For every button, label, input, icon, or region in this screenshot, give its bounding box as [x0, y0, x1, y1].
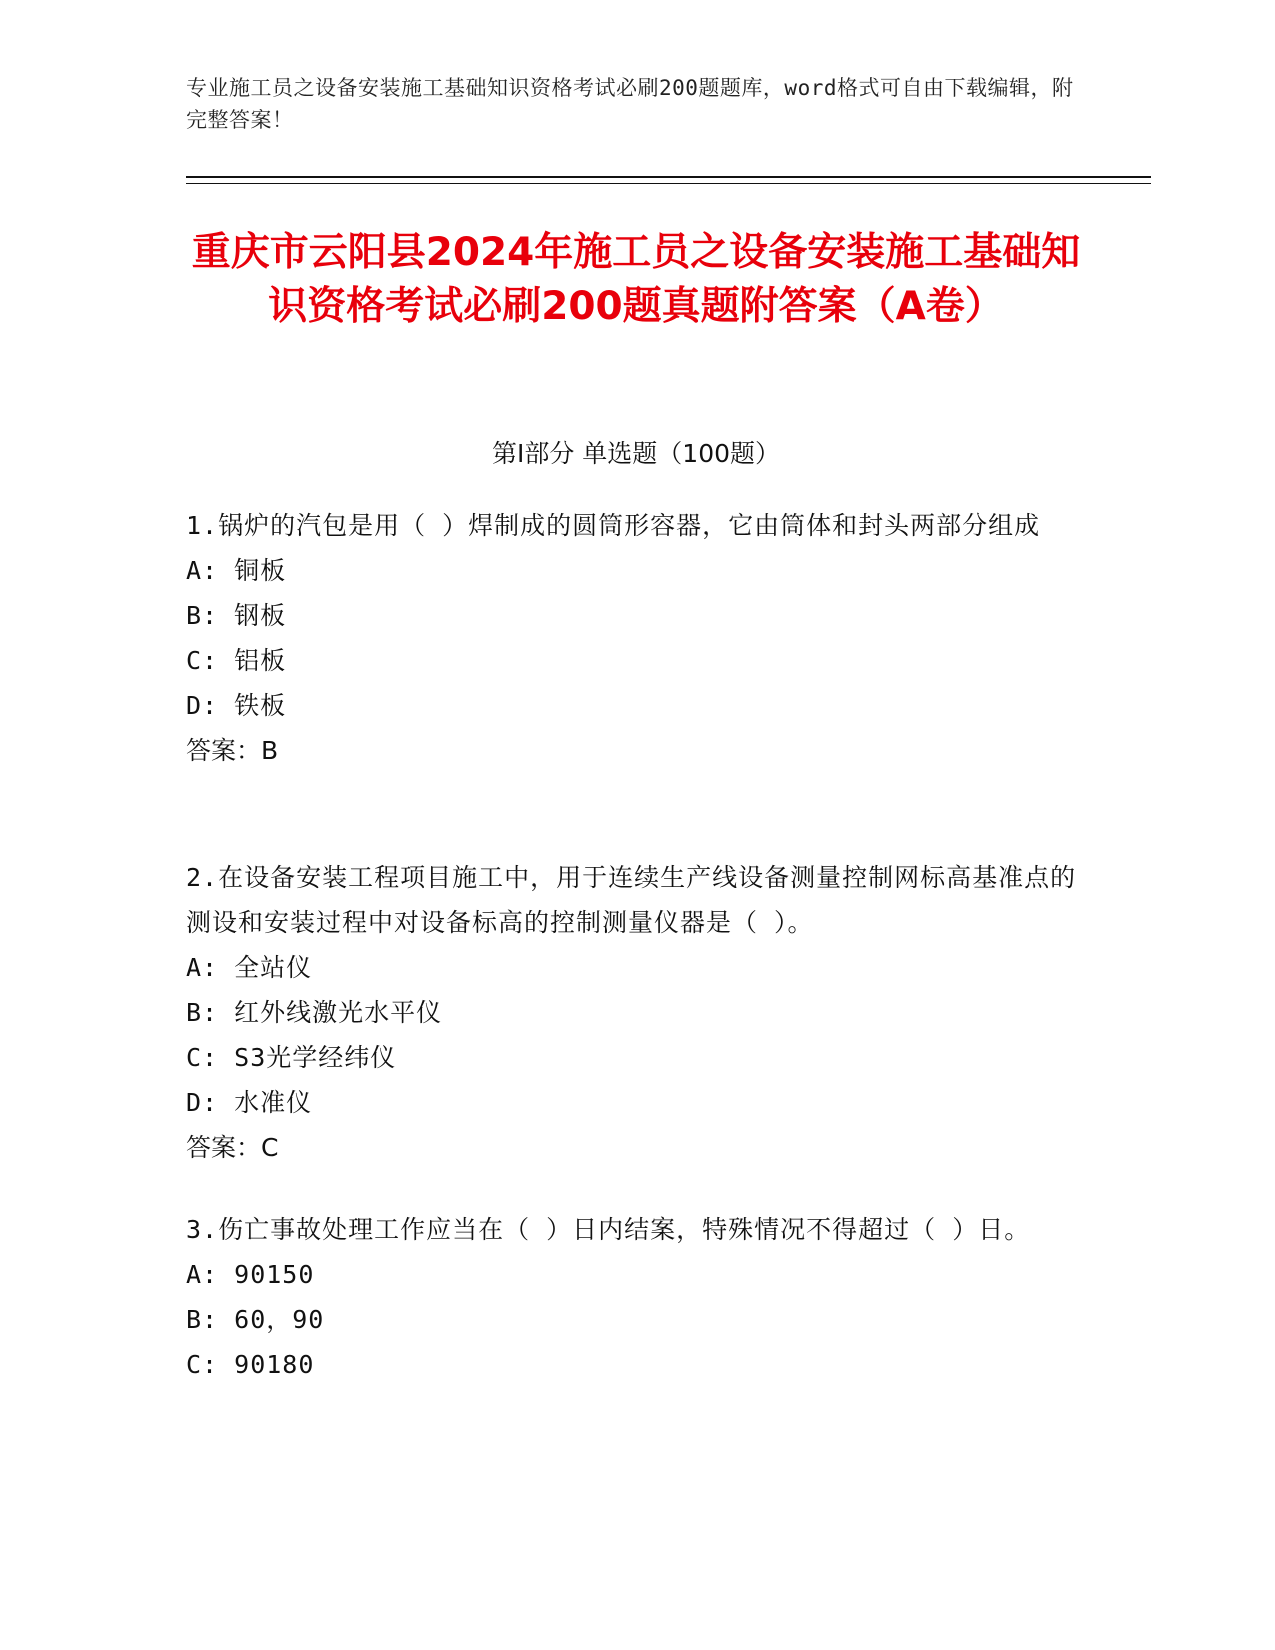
option-a: A: 铜板: [186, 556, 287, 585]
option-c: C: 90180: [186, 1350, 315, 1379]
question-stem: 3.伤亡事故处理工作应当在（ ）日内结案，特殊情况不得超过（ ）日。: [186, 1215, 1031, 1244]
option-a: A: 90150: [186, 1260, 315, 1289]
option-b: B: 红外线激光水平仪: [186, 998, 443, 1027]
option-a: A: 全站仪: [186, 953, 313, 982]
option-b: B: 钢板: [186, 601, 287, 630]
header-note: 专业施工员之设备安装施工基础知识资格考试必刷200题题库，word格式可自由下载编辑，附完整答案！: [186, 76, 1074, 132]
section-title: 第Ⅰ部分 单选题（100题）: [491, 439, 781, 468]
option-c: C: 铝板: [186, 646, 287, 675]
question-stem: 1.锅炉的汽包是用（ ）焊制成的圆筒形容器，它由筒体和封头两部分组成: [186, 511, 1041, 540]
header-divider-thin: [186, 183, 1151, 184]
option-c: C: S3光学经纬仪: [186, 1043, 397, 1072]
option-d: D: 水准仪: [186, 1088, 313, 1117]
document-title: 重庆市云阳县2024年施工员之设备安装施工基础知识资格考试必刷200题真题附答案（A卷）: [191, 230, 1081, 329]
question-2: [186, 855, 1086, 1170]
question-3: [186, 1207, 1086, 1387]
option-b: B: 60，90: [186, 1305, 325, 1334]
answer: 答案：C: [186, 1133, 279, 1162]
answer: 答案：B: [186, 736, 279, 765]
header-divider-thick: [186, 176, 1151, 178]
question-stem: 2.在设备安装工程项目施工中，用于连续生产线设备测量控制网标高基准点的测设和安装过程中对设备标高的控制测量仪器是（ ）。: [186, 863, 1077, 937]
question-1: [186, 503, 1086, 773]
option-d: D: 铁板: [186, 691, 287, 720]
